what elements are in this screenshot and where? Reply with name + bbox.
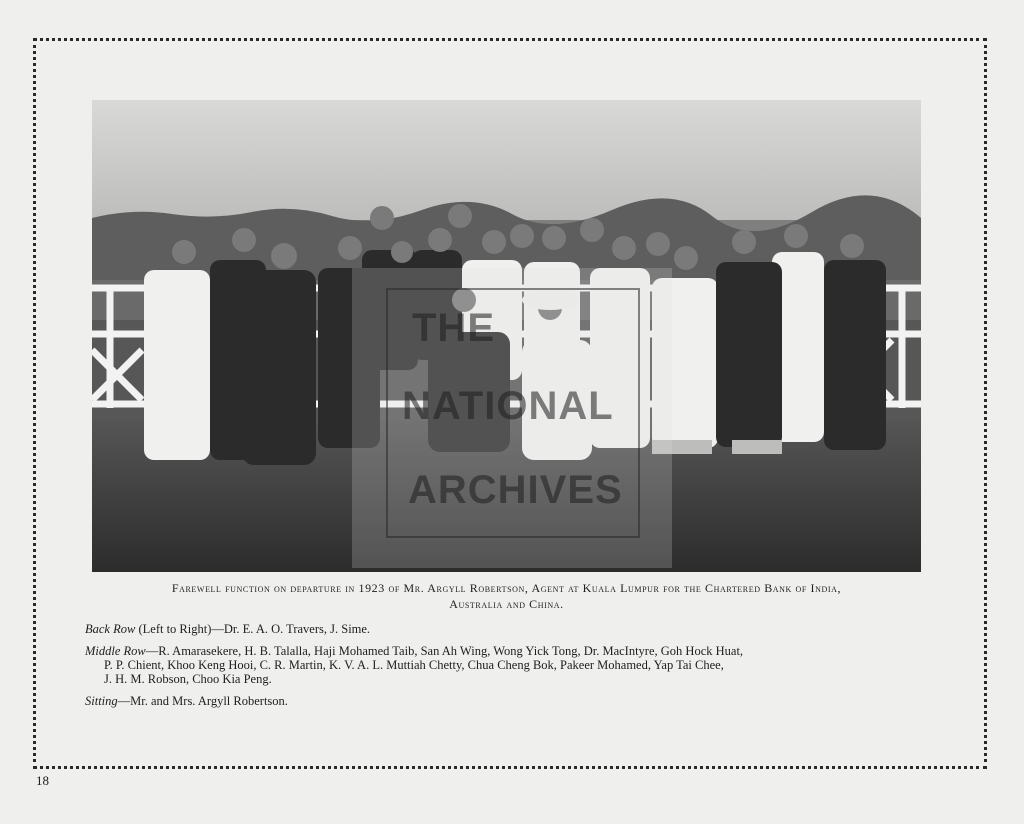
sitting-names: —Mr. and Mrs. Argyll Robertson. — [117, 694, 288, 708]
back-row-legend — [85, 622, 945, 636]
watermark-line-3: ARCHIVES — [408, 468, 623, 512]
sitting-legend — [85, 694, 945, 708]
watermark-line-2: NATIONAL — [402, 384, 614, 428]
watermark-line-1: THE — [412, 306, 495, 350]
photo-caption — [92, 580, 921, 612]
sitting-label: Sitting — [85, 694, 118, 708]
sky — [92, 100, 921, 220]
middle-row-names-2: P. P. Chient, Khoo Keng Hooi, C. R. Martin, K. V. A. L. Muttiah Chetty, Chua Cheng Bok, Pakeer Mohamed, Yap Tai Chee, — [104, 658, 724, 672]
caption-line-2: Australia and China. — [449, 597, 564, 611]
back-row-label: Back Row — [85, 622, 136, 636]
back-row-names: (Left to Right)—Dr. E. A. O. Travers, J. Sime. — [135, 622, 371, 636]
middle-row-names-1: —R. Amarasekere, H. B. Talalla, Haji Mohamed Taib, San Ah Wing, Wong Yick Tong, Dr. MacIntyre, Goh Hock Huat, — [145, 644, 744, 658]
middle-row-label: Middle Row — [85, 644, 146, 658]
middle-row-names-3: J. H. M. Robson, Choo Kia Peng. — [104, 672, 272, 686]
middle-row-legend — [85, 644, 945, 686]
caption-line-1: Farewell function on departure in 1923 of Mr. Argyll Robertson, Agent at Kuala Lumpur for the Chartered Bank of India, — [171, 581, 842, 595]
page-number: 18 — [36, 773, 49, 788]
